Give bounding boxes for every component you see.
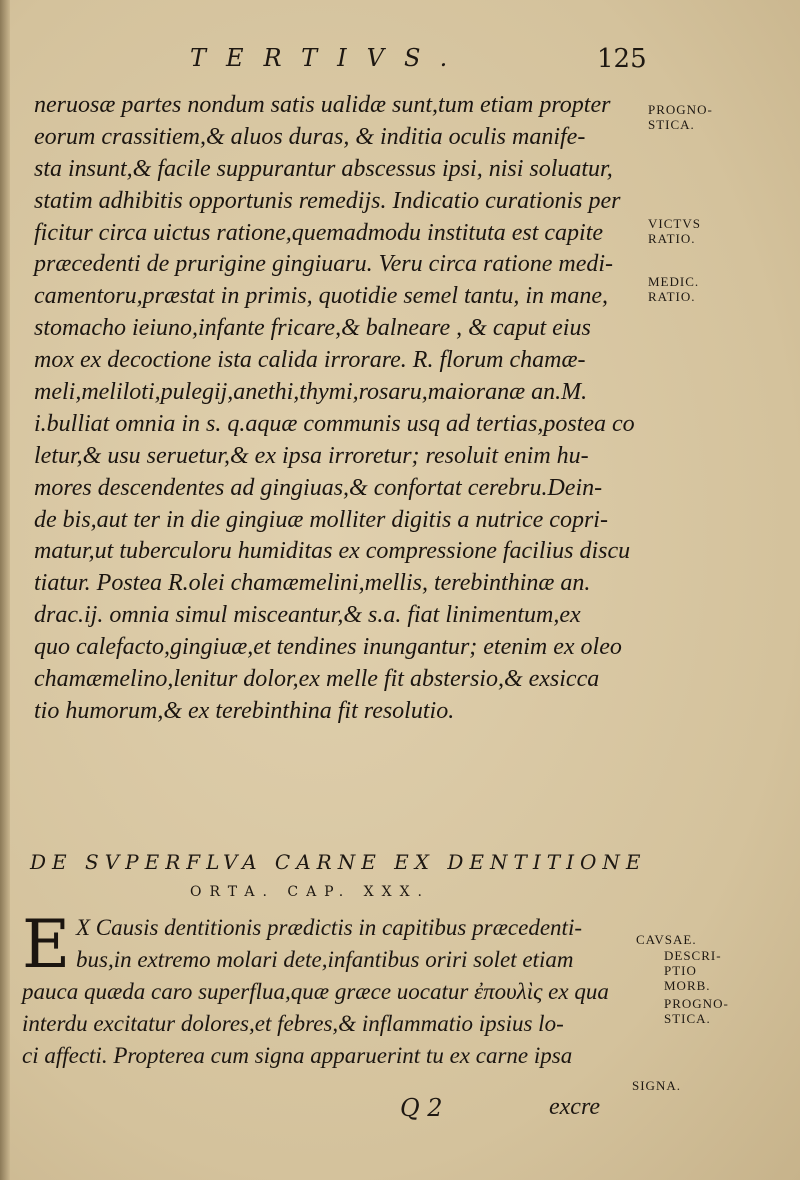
text-line: X Causis dentitionis prædictis in capitibus præcedenti- — [76, 915, 582, 940]
text-line: drac.ij. omnia simul misceantur,& s.a. fiat linimentum,ex — [34, 602, 581, 629]
margin-note-signa: SIGNA. — [632, 1078, 681, 1093]
text-line: i.bulliat omnia in s. q.aquæ communis usq ad tertias,postea co — [34, 410, 635, 437]
page-number: 125 — [597, 44, 647, 74]
text-line: eorum crassitiem,& aluos duras, & inditia oculis manife- — [34, 123, 586, 150]
text-line: interdu excitatur dolores,et febres,& inflammatio ipsius lo- — [22, 1010, 564, 1036]
text-line: tio humorum,& ex terebinthina fit resolutio. — [34, 697, 455, 724]
signature-mark: Q 2 — [400, 1094, 443, 1122]
text-line: bus,in extremo molari dete,infantibus oriri solet etiam — [76, 946, 574, 972]
text-line: stomacho ieiuno,infante fricare,& balneare , & caput eius — [34, 315, 591, 342]
chapter-text-block — [22, 906, 632, 1071]
text-line: letur,& usu seruetur,& ex ipsa irroretur; resoluit enim hu- — [34, 442, 589, 469]
chapter-title: DE SVPERFLVA CARNE EX DENTITIONE — [30, 850, 647, 874]
margin-note-victus-ratio: VICTVS RATIO. — [648, 216, 701, 246]
text-line: neruosæ partes nondum satis ualidæ sunt,tum etiam propter — [34, 92, 611, 118]
drop-cap: E — [22, 906, 71, 983]
text-line: sta insunt,& facile suppurantur abscessus ipsi, nisi soluatur, — [34, 155, 613, 182]
text-line: ficitur circa uictus ratione,quemadmodu instituta est capite — [34, 219, 604, 246]
running-head: TERTIVS. — [190, 44, 468, 72]
text-line: statim adhibitis opportunis remedijs. Indicatio curationis per — [34, 187, 621, 214]
text-line: præcedenti de prurigine gingiuaru. Veru circa ratione medi- — [34, 251, 614, 278]
text-line: meli,meliloti,pulegij,anethi,thymi,rosaru,maioranæ an.M. — [34, 379, 588, 406]
text-line: quo calefacto,gingiuæ,et tendines inungantur; etenim ex oleo — [34, 634, 622, 661]
page-gutter — [0, 0, 10, 1180]
margin-note-medic-ratio: MEDIC. RATIO. — [648, 274, 700, 304]
text-line: de bis,aut ter in die gingiuæ molliter digitis a nutrice copri- — [34, 506, 608, 533]
margin-note-prognostica-2: PROGNO- STICA. — [664, 996, 729, 1026]
page-header — [0, 40, 800, 80]
text-line: tiatur. Postea R.olei chamæmelini,mellis, terebinthinæ an. — [34, 570, 591, 597]
catchword: excre — [549, 1094, 601, 1120]
text-line: camentoru,præstat in primis, quotidie semel tantu, in mane, — [34, 283, 608, 310]
text-line: mox ex decoctione ista calida irrorare. R. florum chamæ- — [34, 347, 586, 374]
margin-note-prognostica: PROGNO- STICA. — [648, 102, 713, 132]
text-line: ci affecti. Propterea cum signa apparuerint tu ex carne ipsa — [22, 1042, 573, 1068]
margin-note-causae: CAVSAE. — [636, 932, 697, 947]
text-line: chamæmelino,lenitur dolor,ex melle fit abstersio,& exsicca — [34, 666, 600, 693]
main-text-block — [34, 90, 634, 728]
text-line: pauca quæda caro superflua,quæ græce uocatur ἐπουλὶς ex qua — [22, 978, 609, 1004]
text-line: mores descendentes ad gingiuas,& confortat cerebru.Dein- — [34, 474, 603, 501]
chapter-subtitle: ORTA. CAP. XXX. — [190, 884, 431, 900]
margin-note-descriptio: DESCRI- PTIO MORB. — [664, 948, 722, 993]
text-line: matur,ut tuberculoru humiditas ex compressione facilius discu — [34, 538, 631, 565]
